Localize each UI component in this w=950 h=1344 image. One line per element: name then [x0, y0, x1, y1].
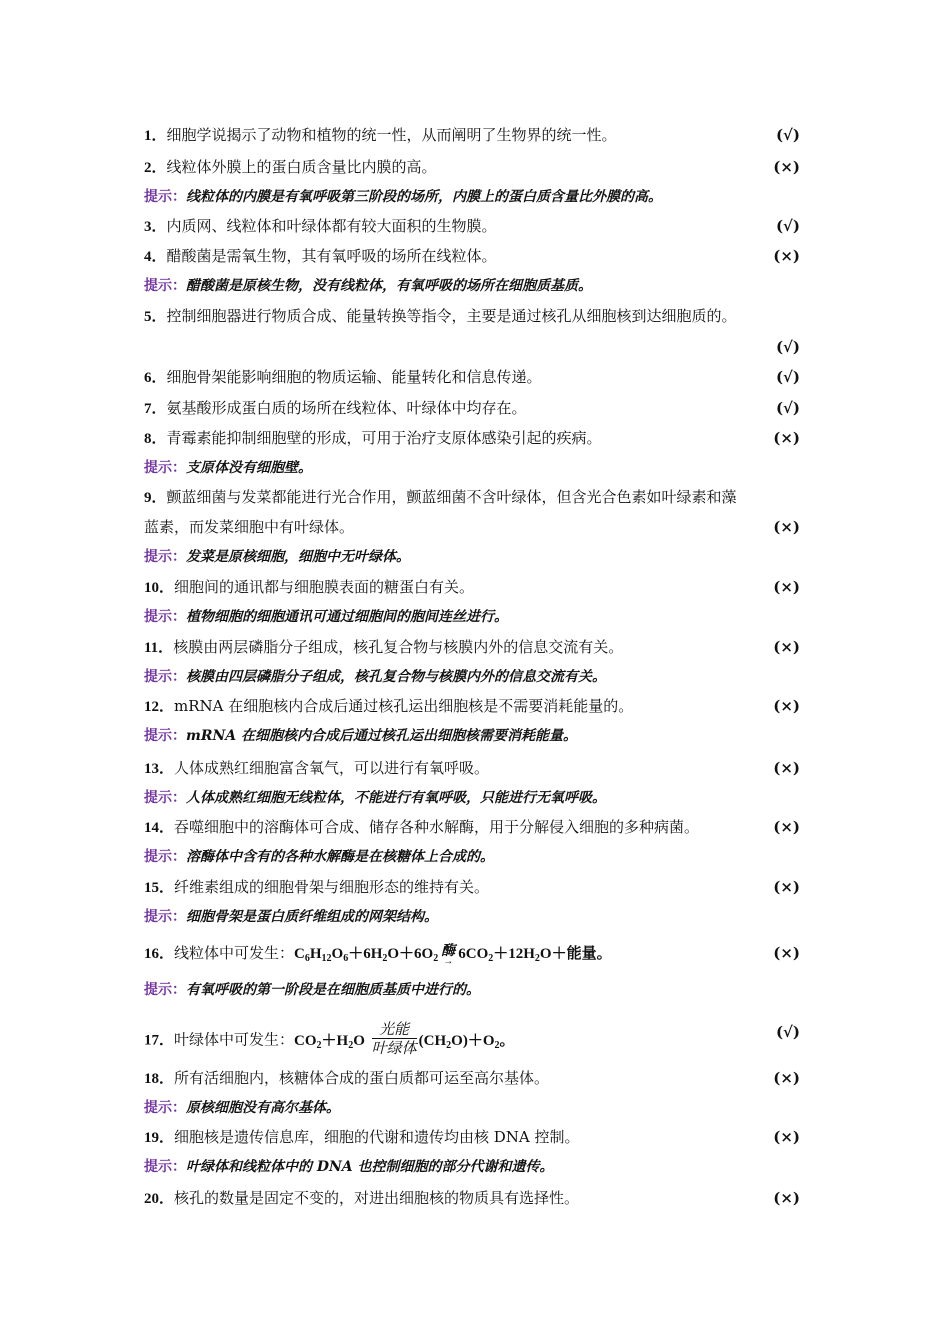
eq-term: O＋6O [387, 946, 434, 962]
eq-term: 。 [499, 1032, 515, 1049]
statement-number: 1． [144, 128, 167, 144]
arrow-icon: → [443, 955, 454, 967]
statement-number: 15． [144, 880, 175, 896]
answer-mark: (√) [775, 217, 800, 235]
statement-text: 细胞间的通讯都与细胞膜表面的糖蛋白有关。 [174, 578, 475, 596]
statement-16 [144, 940, 800, 968]
eq-term: O)＋O [451, 1032, 495, 1049]
hint-label: 提示： [144, 909, 186, 925]
statement-text: 吞噬细胞中的溶酶体可合成、储存各种水解酶，用于分解侵入细胞的多种病菌。 [174, 818, 700, 836]
hint-label: 提示： [144, 728, 186, 744]
statement-text: 内质网、线粒体和叶绿体都有较大面积的生物膜。 [166, 217, 497, 235]
answer-mark: (×) [773, 1069, 800, 1087]
hint-text: 人体成熟红细胞无线粒体，不能进行有氧呼吸，只能进行无氧呼吸。 [186, 790, 606, 806]
hint-text: 细胞骨架是蛋白质纤维组成的网架结构。 [186, 909, 438, 925]
hint-text: 线粒体的内膜是有氧呼吸第三阶段的场所，内膜上的蛋白质含量比外膜的高。 [186, 189, 662, 205]
condition-light: 光能 [379, 1020, 410, 1038]
answer-mark: (√) [775, 368, 800, 386]
eq-term: O [353, 1032, 365, 1049]
hint-text: 核膜由四层磷脂分子组成，核孔复合物与核膜内外的信息交流有关。 [186, 669, 606, 685]
answer-mark: (×) [773, 759, 800, 777]
statement-text: 所有活细胞内，核糖体合成的蛋白质都可运至高尔基体。 [174, 1069, 550, 1087]
statement-text: 线粒体外膜上的蛋白质含量比内膜的高。 [166, 158, 437, 176]
eq-subscript: 2 [382, 953, 388, 964]
hint-label: 提示： [144, 278, 186, 294]
hint-label: 提示： [144, 982, 186, 998]
statement-text: 氨基酸形成蛋白质的场所在线粒体、叶绿体中均存在。 [166, 399, 527, 417]
statement-number: 20． [144, 1191, 175, 1207]
hint-label: 提示： [144, 609, 186, 625]
hint-text: 溶酶体中含有的各种水解酶是在核糖体上合成的。 [186, 849, 494, 865]
statement-number: 8． [144, 431, 167, 447]
statement-text: 细胞核是遗传信息库，细胞的代谢和遗传均由核 DNA 控制。 [174, 1128, 580, 1146]
statement-text: 核孔的数量是固定不变的，对进出细胞核的物质具有选择性。 [174, 1189, 580, 1207]
statement-text-continued: 蓝素，而发菜细胞中有叶绿体。 [144, 518, 355, 536]
statement-text: 纤维素组成的细胞骨架与细胞形态的维持有关。 [174, 878, 490, 896]
eq-subscript: 2 [446, 1039, 452, 1051]
eq-subscript: 2 [433, 953, 439, 964]
hint-label: 提示： [144, 1159, 186, 1175]
eq-subscript: 12 [321, 953, 332, 964]
statement-number: 17． [144, 1032, 175, 1049]
eq-term: H [309, 946, 322, 962]
statement-number: 6． [144, 370, 167, 386]
statement-text: 醋酸菌是需氧生物，其有氧呼吸的场所在线粒体。 [166, 247, 497, 265]
eq-term: ＋H [321, 1032, 349, 1049]
answer-mark: (×) [773, 818, 800, 836]
enzyme-label: 酶 [441, 943, 456, 959]
statement-number: 16． [144, 946, 175, 962]
eq-subscript: 2 [316, 1039, 322, 1051]
hint-label: 提示： [144, 460, 186, 476]
statement-number: 9． [144, 490, 167, 506]
answer-mark: (√) [775, 126, 800, 144]
eq-term: CO [294, 1032, 317, 1049]
condition-chloroplast: 叶绿体 [371, 1039, 417, 1057]
hint-label: 提示： [144, 790, 186, 806]
hint-text: 支原体没有细胞壁。 [186, 460, 312, 476]
hint-label: 提示： [144, 669, 186, 685]
eq-subscript: 6 [343, 953, 349, 964]
enzyme-arrow [438, 945, 458, 965]
eq-term: (CH [418, 1032, 447, 1049]
answer-mark: (×) [773, 578, 800, 596]
statement-number: 2． [144, 160, 167, 176]
answer-mark: (×) [773, 1189, 800, 1207]
statement-number: 3． [144, 219, 167, 235]
hint-label: 提示： [144, 549, 186, 565]
answer-mark: (×) [773, 518, 800, 536]
statement-number: 5． [144, 309, 167, 325]
hint-text: mRNA 在细胞核内合成后通过核孔运出细胞核需要消耗能量。 [186, 728, 577, 744]
statement-number: 12． [144, 699, 175, 715]
eq-term: O＋能量。 [539, 946, 612, 962]
statement-number: 19． [144, 1130, 175, 1146]
eq-subscript: 2 [348, 1039, 354, 1051]
answer-mark: (×) [773, 1128, 800, 1146]
statement-text: 细胞骨架能影响细胞的物质运输、能量转化和信息传递。 [166, 368, 542, 386]
hint-text: 醋酸菌是原核生物，没有线粒体，有氧呼吸的场所在细胞质基质。 [186, 278, 592, 294]
hint-text: 有氧呼吸的第一阶段是在细胞质基质中进行的。 [186, 982, 480, 998]
eq-subscript: 2 [488, 953, 494, 964]
statement-number: 11． [144, 640, 174, 656]
answer-mark: (×) [773, 429, 800, 447]
answer-mark: (×) [773, 944, 800, 962]
hint-text: 原核细胞没有高尔基体。 [186, 1100, 340, 1116]
statement-text: 叶绿体中可发生： [174, 1030, 295, 1049]
hint-label: 提示： [144, 1100, 186, 1116]
eq-term: ＋12H [493, 946, 535, 962]
statement-text: 核膜由两层磷脂分子组成，核孔复合物与核膜内外的信息交流有关。 [173, 638, 624, 656]
answer-mark: (×) [773, 638, 800, 656]
answer-mark: (×) [773, 158, 800, 176]
answer-mark: (×) [773, 878, 800, 896]
statement-number: 7． [144, 401, 167, 417]
statement-number: 14． [144, 820, 175, 836]
reaction-condition-arrow [372, 1020, 417, 1057]
eq-term: 6CO [458, 946, 489, 962]
hint-label: 提示： [144, 189, 186, 205]
eq-subscript: 6 [304, 953, 310, 964]
answer-mark: (×) [773, 247, 800, 265]
statement-17 [144, 1006, 800, 1057]
equation-photosynthesis [294, 1033, 365, 1049]
answer-mark: (×) [773, 697, 800, 715]
statement-number: 18． [144, 1071, 175, 1087]
eq-term: ＋6H [348, 946, 383, 962]
answer-mark: (√) [775, 399, 800, 417]
hint-text: 植物细胞的细胞通讯可通过细胞间的胞间连丝进行。 [186, 609, 508, 625]
statement-text: 细胞学说揭示了动物和植物的统一性，从而阐明了生物界的统一性。 [166, 126, 617, 144]
equation-respiration [294, 943, 612, 967]
statement-text: 青霉素能抑制细胞壁的形成，可用于治疗支原体感染引起的疾病。 [166, 429, 602, 447]
statement-text: 人体成熟红细胞富含氧气，可以进行有氧呼吸。 [174, 759, 490, 777]
eq-subscript: 2 [534, 953, 540, 964]
answer-mark: (√) [775, 1023, 800, 1041]
statement-number: 10． [144, 580, 175, 596]
statement-number: 4． [144, 249, 167, 265]
hint-text: 发菜是原核细胞，细胞中无叶绿体。 [186, 549, 410, 565]
statement-text: mRNA 在细胞核内合成后通过核孔运出细胞核是不需要消耗能量的。 [174, 697, 634, 715]
hint-label: 提示： [144, 849, 186, 865]
eq-term: C [294, 946, 305, 962]
eq-subscript: 2 [494, 1039, 500, 1051]
statement-text: 线粒体中可发生： [174, 944, 295, 962]
statement-text: 颤蓝细菌与发菜都能进行光合作用，颤蓝细菌不含叶绿体，但含光合色素如叶绿素和藻 [166, 488, 737, 506]
hint-text: 叶绿体和线粒体中的 DNA 也控制细胞的部分代谢和遗传。 [186, 1159, 554, 1175]
statement-text: 控制细胞器进行物质合成、能量转换等指令，主要是通过核孔从细胞核到达细胞质的。 [166, 307, 737, 325]
statement-number: 13． [144, 761, 175, 777]
eq-term: O [331, 946, 344, 962]
answer-mark: (√) [775, 338, 800, 356]
